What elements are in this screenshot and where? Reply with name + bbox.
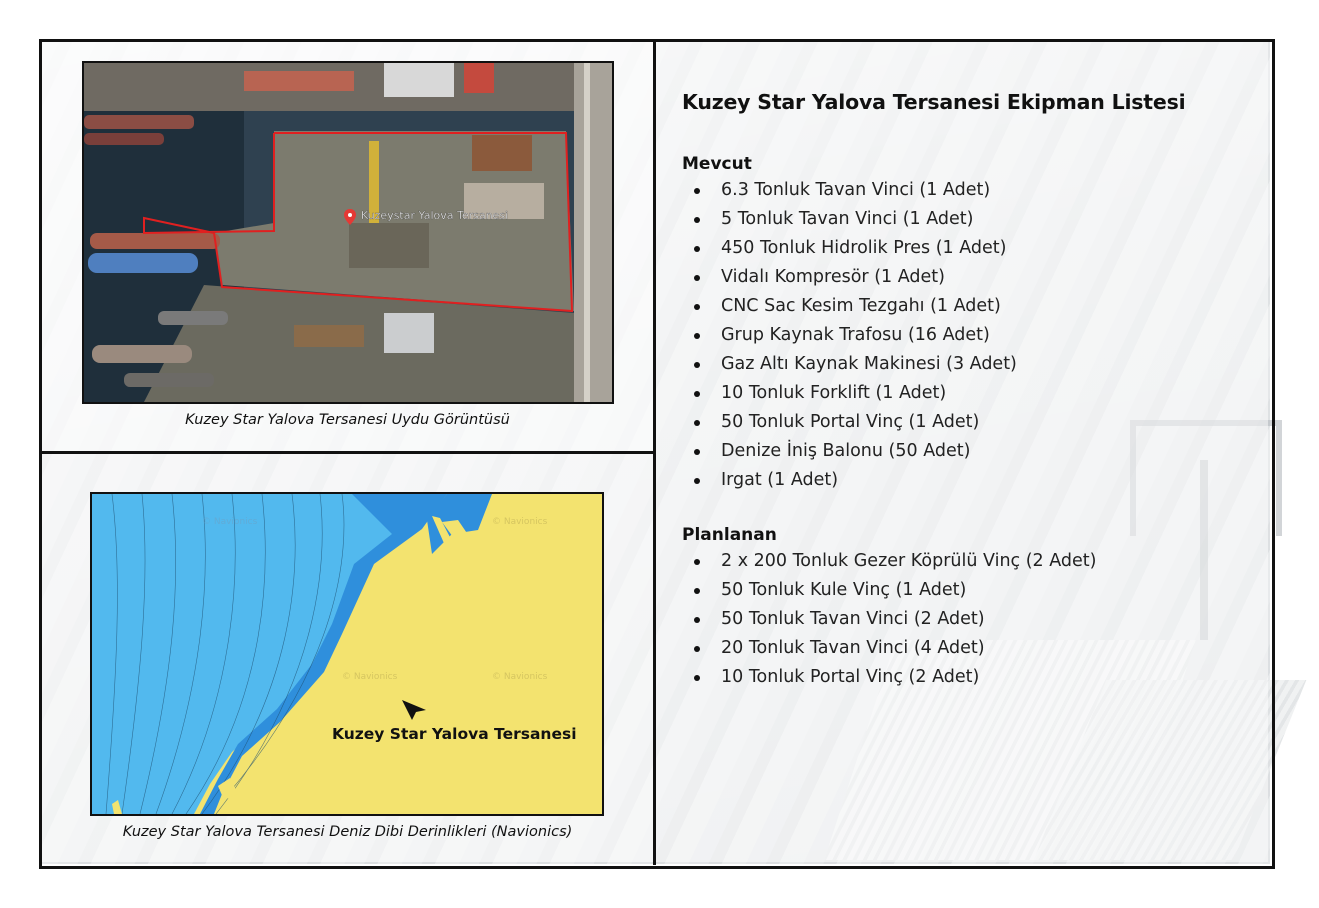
chart-location-label: Kuzey Star Yalova Tersanesi xyxy=(332,725,577,743)
list-item: Grup Kaynak Trafosu (16 Adet) xyxy=(682,321,1252,350)
chart-caption: Kuzey Star Yalova Tersanesi Deniz Dibi Derinlikleri (Navionics) xyxy=(122,824,573,840)
list-item: 450 Tonluk Hidrolik Pres (1 Adet) xyxy=(682,234,1252,263)
list-item: 50 Tonluk Portal Vinç (1 Adet) xyxy=(682,408,1252,437)
navionics-watermark: © Navionics xyxy=(492,672,548,682)
equipment-list xyxy=(682,90,1252,692)
current-heading: Mevcut xyxy=(682,154,752,174)
list-item: 10 Tonluk Forklift (1 Adet) xyxy=(682,379,1252,408)
equipment-title: Kuzey Star Yalova Tersanesi Ekipman Listesi xyxy=(682,90,1186,114)
list-item: 6.3 Tonluk Tavan Vinci (1 Adet) xyxy=(682,176,1252,205)
planned-list xyxy=(682,547,1252,692)
list-item: 2 x 200 Tonluk Gezer Köprülü Vinç (2 Adet) xyxy=(682,547,1252,576)
navionics-watermark: © Navionics xyxy=(202,517,258,527)
list-item: 50 Tonluk Kule Vinç (1 Adet) xyxy=(682,576,1252,605)
list-item: 5 Tonluk Tavan Vinci (1 Adet) xyxy=(682,205,1252,234)
list-item: Vidalı Kompresör (1 Adet) xyxy=(682,263,1252,292)
list-item: 50 Tonluk Tavan Vinci (2 Adet) xyxy=(682,605,1252,634)
list-item: CNC Sac Kesim Tezgahı (1 Adet) xyxy=(682,292,1252,321)
list-item: Denize İniş Balonu (50 Adet) xyxy=(682,437,1252,466)
row-divider xyxy=(40,451,655,454)
navionics-watermark: © Navionics xyxy=(342,672,398,682)
current-list xyxy=(682,176,1252,495)
navionics-watermark: © Navionics xyxy=(492,517,548,527)
satellite-overlay-label: Kuzeystar Yalova Tersanesi xyxy=(361,209,509,222)
planned-heading: Planlanan xyxy=(682,525,777,545)
list-item: Irgat (1 Adet) xyxy=(682,466,1252,495)
list-item: 20 Tonluk Tavan Vinci (4 Adet) xyxy=(682,634,1252,663)
satellite-caption: Kuzey Star Yalova Tersanesi Uydu Görüntüsü xyxy=(185,412,510,428)
list-item: 10 Tonluk Portal Vinç (2 Adet) xyxy=(682,663,1252,692)
list-item: Gaz Altı Kaynak Makinesi (3 Adet) xyxy=(682,350,1252,379)
